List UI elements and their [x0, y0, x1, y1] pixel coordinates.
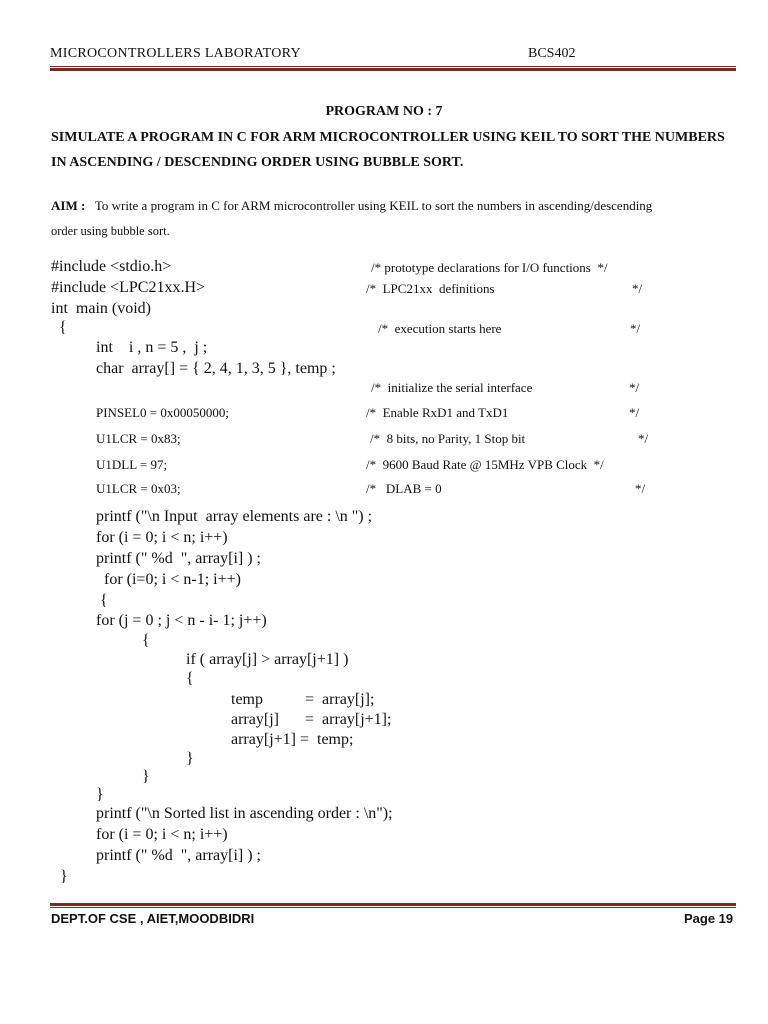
comment-init-serial: /* initialize the serial interface — [371, 380, 533, 395]
comment-baud-rate: /* 9600 Baud Rate @ 15MHz VPB Clock */ — [366, 457, 604, 472]
footer-department: DEPT.OF CSE , AIET,MOODBIDRI — [51, 911, 255, 926]
comment-dlab: /* DLAB = 0 — [366, 481, 442, 496]
footer-page-number: Page 19 — [684, 911, 734, 926]
code-if-close-brace: } — [186, 750, 194, 767]
code-include-lpc: #include <LPC21xx.H> — [51, 279, 206, 296]
header-rule-thick — [50, 68, 736, 71]
code-outer-close-brace: } — [96, 786, 104, 803]
comment-8-bits: /* 8 bits, no Parity, 1 Stop bit — [370, 431, 526, 446]
comment-end-8: */ — [635, 481, 646, 496]
code-u1dll: U1DLL = 97; — [96, 457, 168, 472]
code-pinsel: PINSEL0 = 0x00050000; — [96, 405, 230, 420]
code-decl-char: char array[] = { 2, 4, 1, 3, 5 }, temp ; — [96, 360, 336, 377]
code-for-j: for (j = 0 ; j < n - i- 1; j++) — [96, 612, 267, 629]
heading-line-2: IN ASCENDING / DESCENDING ORDER USING BUBBLE SORT. — [51, 155, 464, 170]
footer-rule-thin — [50, 907, 736, 908]
code-printf-d-input: printf (" %d ", array[i] ) ; — [96, 550, 261, 567]
code-for-i-outer: for (i=0; i < n-1; i++) — [104, 571, 241, 588]
code-decl-int: int i , n = 5 , j ; — [96, 339, 208, 356]
code-printf-d-sorted: printf (" %d ", array[i] ) ; — [96, 847, 261, 864]
code-swap-arrj1: array[j+1] = temp; — [231, 731, 354, 748]
code-swap-arrj-lhs: array[j] — [231, 711, 279, 728]
code-for-i-input: for (i = 0; i < n; i++) — [96, 529, 228, 546]
code-j-close-brace: } — [142, 768, 150, 785]
comment-prototype: /* prototype declarations for I/O functions */ — [371, 260, 608, 275]
code-swap-temp-rhs: = array[j]; — [305, 691, 375, 708]
comment-end-3: */ — [630, 321, 641, 336]
code-swap-temp-lhs: temp — [231, 691, 263, 708]
code-j-open-brace: { — [142, 632, 150, 649]
code-main-open-brace: { — [59, 319, 67, 336]
aim-label: AIM : — [51, 198, 86, 213]
program-title: PROGRAM NO : 7 — [325, 104, 443, 119]
code-main-close-brace: } — [60, 868, 68, 885]
comment-end-2: */ — [632, 281, 643, 296]
aim-text-line-2: order using bubble sort. — [51, 224, 170, 238]
comment-lpc-definitions: /* LPC21xx definitions — [366, 281, 495, 296]
code-printf-input: printf ("\n Input array elements are : \n ") ; — [96, 508, 373, 525]
comment-end-5: */ — [629, 405, 640, 420]
code-printf-sorted: printf ("\n Sorted list in ascending order : \n"); — [96, 805, 393, 822]
code-u1lcr-03: U1LCR = 0x03; — [96, 481, 181, 496]
footer-rule-thick — [50, 903, 736, 906]
heading-line-1: SIMULATE A PROGRAM IN C FOR ARM MICROCONTROLLER USING KEIL TO SORT THE NUMBERS — [51, 130, 725, 145]
comment-execution-start: /* execution starts here — [378, 321, 502, 336]
code-for-i-sorted: for (i = 0; i < n; i++) — [96, 826, 228, 843]
code-swap-arrj-rhs: = array[j+1]; — [305, 711, 392, 728]
code-outer-open-brace: { — [100, 592, 108, 609]
code-u1lcr-83: U1LCR = 0x83; — [96, 431, 181, 446]
header-lab-title: MICROCONTROLLERS LABORATORY — [50, 46, 301, 61]
code-if-compare: if ( array[j] > array[j+1] ) — [186, 651, 349, 668]
header-course-code: BCS402 — [528, 46, 576, 61]
comment-enable-rxd: /* Enable RxD1 and TxD1 — [366, 405, 509, 420]
aim-paragraph — [51, 198, 735, 214]
comment-end-6: */ — [638, 431, 649, 446]
code-main-declaration: int main (void) — [51, 300, 151, 317]
aim-text-line-1: To write a program in C for ARM microcontroller using KEIL to sort the numbers in ascending/descending — [94, 198, 653, 213]
header-rule-thin — [50, 66, 736, 67]
code-if-open-brace: { — [186, 670, 194, 687]
comment-end-4: */ — [629, 380, 640, 395]
code-include-stdio: #include <stdio.h> — [51, 258, 172, 275]
